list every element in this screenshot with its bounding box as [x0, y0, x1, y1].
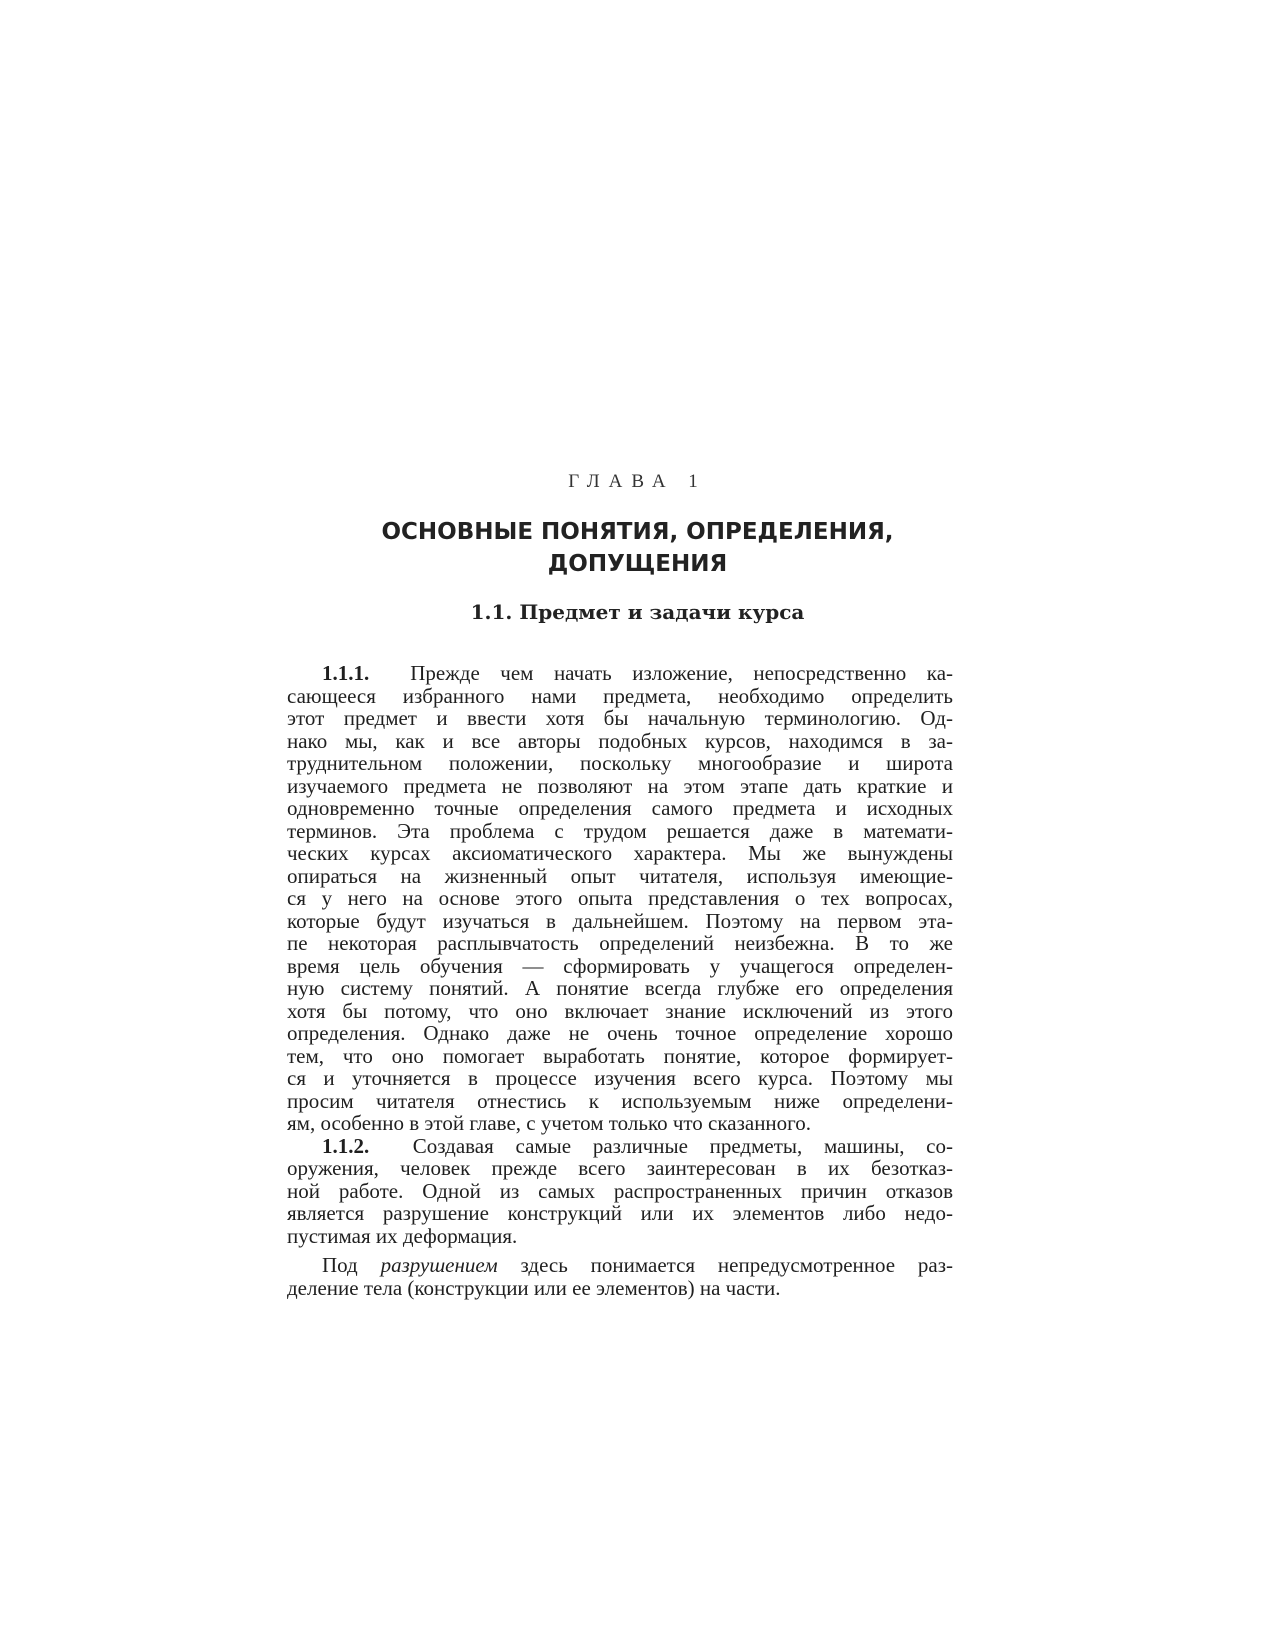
body-text — [287, 662, 953, 1299]
paragraph-line — [287, 662, 953, 685]
paragraph-line: сающееся избранного нами предмета, необходимо определить — [287, 683, 953, 708]
paragraph-line: ной работе. Одной из самых распространенных причин отказов — [287, 1178, 953, 1203]
line-text: Создавая самые различные предметы, машины, со- — [412, 1133, 953, 1158]
paragraph-line: деление тела (конструкции или ее элементов) на части. — [287, 1275, 781, 1300]
paragraph-line: ную систему понятий. А понятие всегда глубже его определения — [287, 976, 953, 1000]
paragraph-line: одновременно точные определения самого предмета и исходных — [287, 796, 953, 820]
line-text: здесь понимается непредусмотренное раз- — [520, 1253, 954, 1277]
paragraph-number: 1.1.1. — [322, 661, 370, 685]
paragraph-line: пе некоторая расплывчатость определений неизбежна. В то же — [287, 931, 953, 955]
paragraph-line: терминов. Эта проблема с трудом решается даже в математи- — [287, 818, 953, 843]
paragraph-line: ся у него на основе этого опыта представления о тех вопросах, — [287, 886, 953, 910]
paragraph-number: 1.1.2. — [322, 1133, 370, 1158]
paragraph-line: которые будут изучаться в дальнейшем. Поэтому на первом эта- — [287, 908, 953, 933]
paragraph-line: пустимая их деформация. — [287, 1223, 518, 1248]
line-text: Под — [322, 1253, 358, 1277]
paragraph-line: труднительном положении, поскольку многообразие и широта — [287, 751, 953, 775]
paragraph-line: этот предмет и ввести хотя бы начальную терминологию. Од- — [287, 706, 953, 730]
paragraph-line: ся и уточняется в процессе изучения всего курса. Поэтому мы — [287, 1066, 953, 1090]
paragraph-line: является разрушение конструкций или их элементов либо недо- — [287, 1201, 953, 1225]
paragraph-line: опираться на жизненный опыт читателя, используя имеющие- — [287, 863, 953, 888]
chapter-title-line: ДОПУЩЕНИЯ — [547, 551, 728, 577]
paragraph-line: просим читателя отнестись к используемым ниже определени- — [287, 1088, 953, 1113]
paragraph-line: ческих курсах аксиоматического характера. Мы же вынуждены — [287, 841, 953, 865]
paragraph-line: нако мы, как и все авторы подобных курсов, находимся в за- — [287, 728, 953, 753]
paragraph-line: определения. Однако даже не очень точное определение хорошо — [287, 1021, 953, 1045]
chapter-label: ГЛАВА 1 — [568, 471, 707, 492]
paragraph-line: ям, особенно в этой главе, с учетом только что сказанного. — [287, 1111, 812, 1135]
paragraph-1-1-1 — [287, 662, 953, 1135]
paragraph-line: тем, что оно помогает выработать понятие, которое формирует- — [287, 1043, 953, 1068]
paragraph-definition — [287, 1254, 953, 1299]
paragraph-line — [287, 1135, 953, 1158]
paragraph-line: оружения, человек прежде всего заинтересован в их безотказ- — [287, 1156, 953, 1180]
paragraph-line: время цель обучения — сформировать у учащегося определен- — [287, 953, 953, 978]
line-text: Прежде чем начать изложение, непосредственно ка- — [410, 661, 954, 685]
chapter-title-line: ОСНОВНЫЕ ПОНЯТИЯ, ОПРЕДЕЛЕНИЯ, — [381, 519, 894, 545]
section-title: 1.1. Предмет и задачи курса — [470, 600, 805, 624]
paragraph-line — [287, 1254, 953, 1277]
paragraph-line: хотя бы потому, что оно включает знание исключений из этого — [287, 998, 953, 1023]
paragraph-1-1-2 — [287, 1135, 953, 1248]
chapter-title — [0, 516, 1275, 580]
emphasized-term: разрушением — [380, 1253, 498, 1277]
paragraph-line: изучаемого предмета не позволяют на этом этапе дать краткие и — [287, 773, 953, 798]
